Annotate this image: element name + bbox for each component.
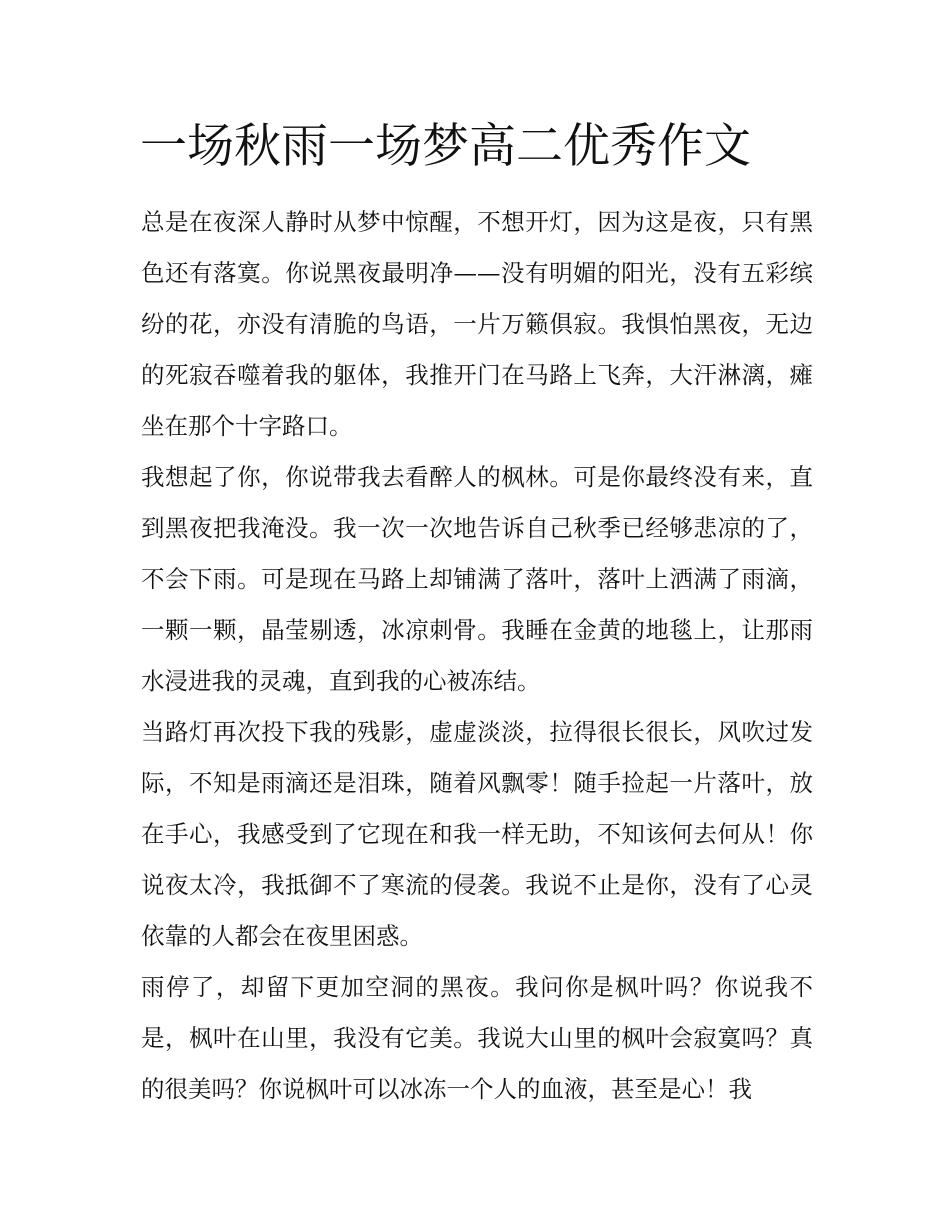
paragraph-4: 雨停了，却留下更加空洞的黑夜。我问你是枫叶吗？你说我不是，枫叶在山里，我没有它美。我说大山里的枫叶会寂寞吗？真的很美吗？你说枫叶可以冰冻一个人的血液，甚至是心！我	[141, 973, 813, 1103]
paragraph-2: 我想起了你，你说带我去看醉人的枫林。可是你最终没有来，直到黑夜把我淹没。我一次一次地告诉自己秋季已经够悲凉的了，不会下雨。可是现在马路上却铺满了落叶，落叶上洒满了雨滴，一颗一颗，晶莹剔透，冰凉刺骨。我睡在金黄的地毯上，让那雨水浸进我的灵魂，直到我的心被冻结。	[141, 463, 813, 695]
essay-body	[141, 197, 813, 1115]
paragraph-3: 当路灯再次投下我的残影，虚虚淡淡，拉得很长很长，风吹过发际，不知是雨滴还是泪珠，随着风飘零！随手捡起一片落叶，放在手心，我感受到了它现在和我一样无助，不知该何去何从！你说夜太冷，我抵御不了寒流的侵袭。我说不止是你，没有了心灵依靠的人都会在夜里困惑。	[141, 718, 813, 950]
paragraph-1: 总是在夜深人静时从梦中惊醒，不想开灯，因为这是夜，只有黑色还有落寞。你说黑夜最明净——没有明媚的阳光，没有五彩缤纷的花，亦没有清脆的鸟语，一片万籁俱寂。我惧怕黑夜，无边的死寂吞噬着我的躯体，我推开门在马路上飞奔，大汗淋漓，瘫坐在那个十字路口。	[141, 208, 813, 440]
page-title: 一场秋雨一场梦高二优秀作文	[140, 119, 751, 174]
